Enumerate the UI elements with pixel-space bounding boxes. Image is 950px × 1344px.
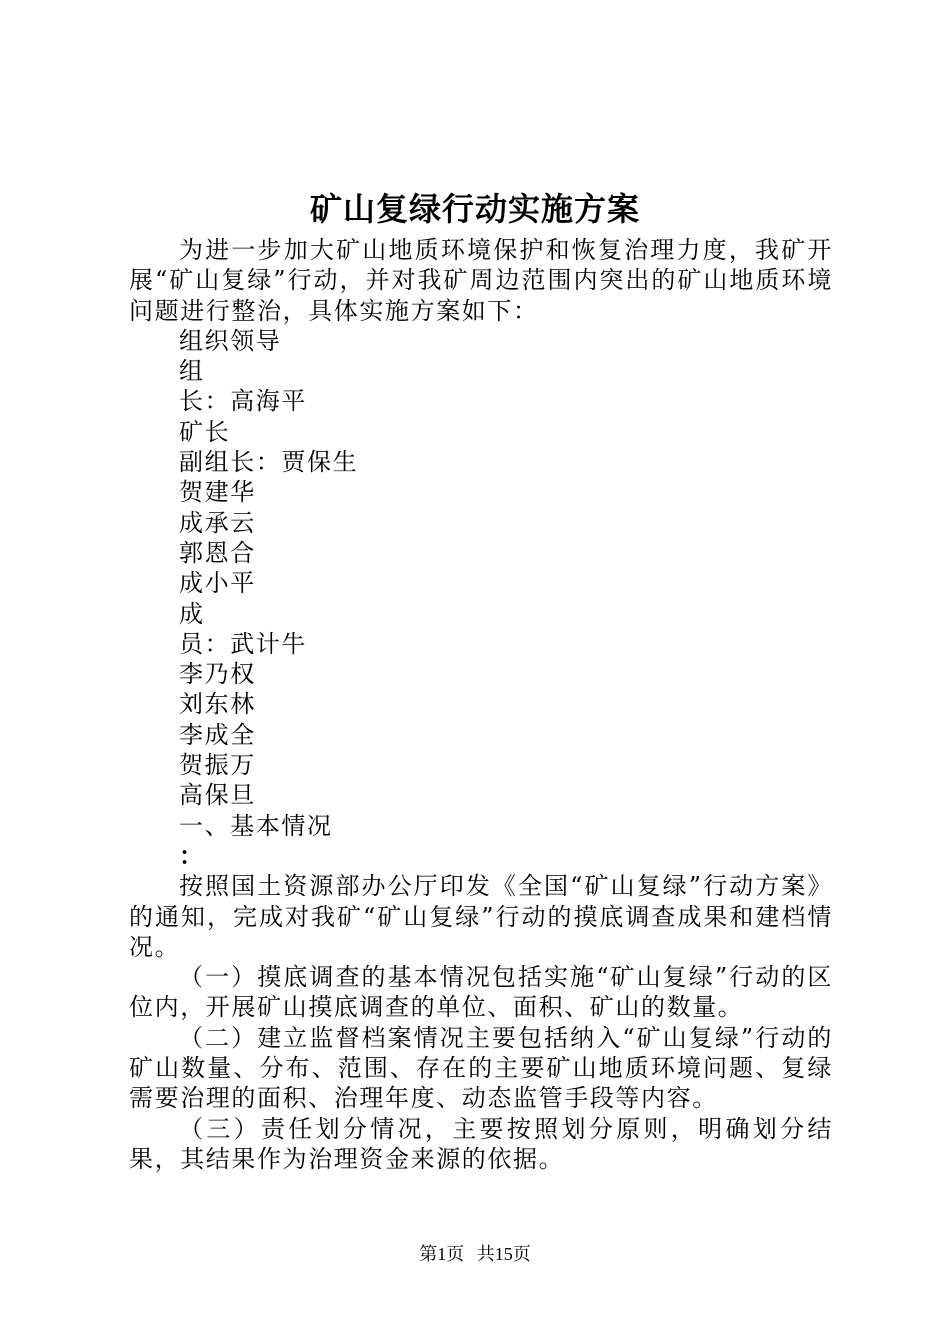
org-line: 李成全 <box>179 720 256 749</box>
org-line: 副组长：贾保生 <box>179 448 359 477</box>
body-paragraph: （一）摸底调查的基本情况包括实施“矿山复绿”行动的区位内，开展矿山摸底调查的单位、面积、矿山的数量。 <box>129 963 833 1022</box>
org-line: 长：高海平 <box>179 387 307 416</box>
org-line: 李乃权 <box>179 660 256 689</box>
page-total: 共15页 <box>476 1244 531 1264</box>
org-line: 成小平 <box>179 569 256 598</box>
org-line: 员：武计牛 <box>179 629 307 658</box>
body-paragraph: 按照国土资源部办公厅印发《全国“矿山复绿”行动方案》的通知，完成对我矿“矿山复绿”行动的摸底调查成果和建档情况。 <box>129 872 833 961</box>
org-line: 成 <box>179 599 205 628</box>
org-line: 矿长 <box>179 417 231 446</box>
document-title: 矿山复绿行动实施方案 <box>309 190 640 228</box>
org-line: 贺建华 <box>179 478 256 507</box>
org-line: 郭恩合 <box>179 538 256 567</box>
org-line: 组织领导 <box>179 326 282 355</box>
document-body <box>129 235 833 1174</box>
org-line: 组 <box>179 357 205 386</box>
body-paragraph: （二）建立监督档案情况主要包括纳入“矿山复绿”行动的矿山数量、分布、范围、存在的主要矿山地质环境问题、复绿需要治理的面积、治理年度、动态监管手段等内容。 <box>129 1023 833 1113</box>
section-heading: 一、基本情况 <box>179 811 333 840</box>
page-number: 第1页 <box>419 1244 465 1264</box>
org-line: 高保旦 <box>179 781 256 810</box>
org-line: 贺振万 <box>179 751 256 780</box>
org-line: 刘东林 <box>179 690 256 719</box>
intro-paragraph: 为进一步加大矿山地质环境保护和恢复治理力度，我矿开展“矿山复绿”行动，并对我矿周边范围内突出的矿山地质环境问题进行整治，具体实施方案如下： <box>129 236 833 325</box>
section-colon: ： <box>179 840 205 870</box>
body-paragraph: （三）责任划分情况，主要按照划分原则，明确划分结果，其结果作为治理资金来源的依据。 <box>129 1114 833 1173</box>
org-line: 成承云 <box>179 508 256 537</box>
page-footer <box>0 1241 950 1267</box>
